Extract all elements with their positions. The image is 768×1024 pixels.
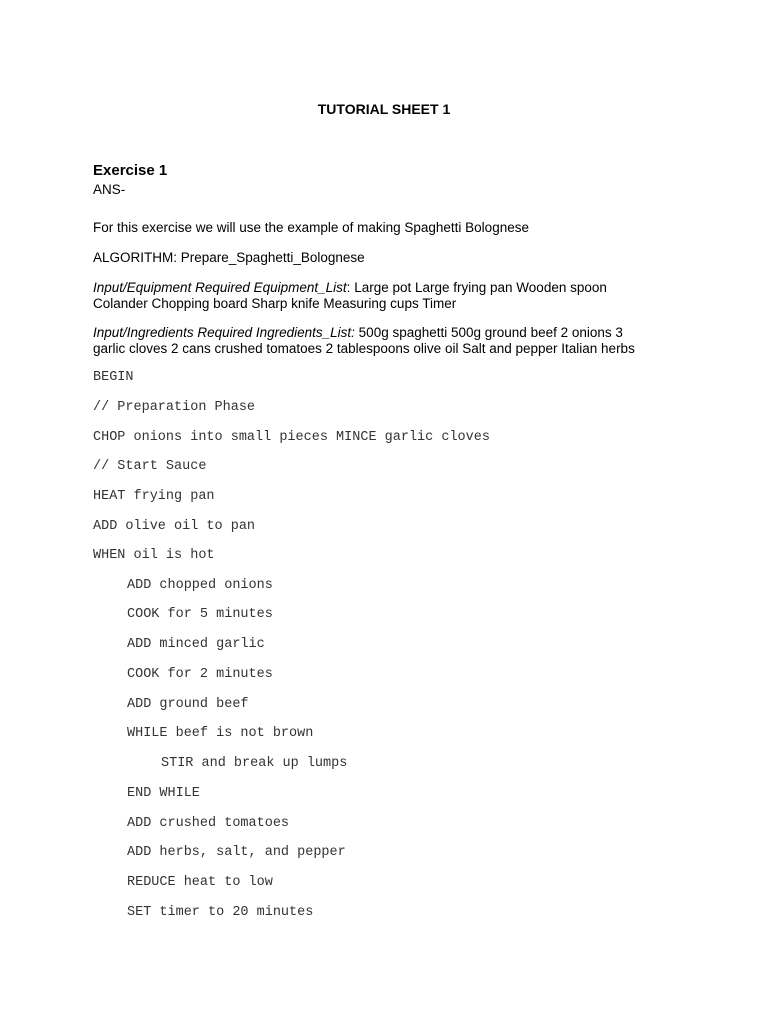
code-comment: // Preparation Phase [93, 400, 256, 415]
code-line: ADD chopped onions [127, 578, 273, 593]
code-line: CHOP onions into small pieces MINCE garlic cloves [93, 430, 490, 445]
equipment-label: Input/Equipment Required Equipment_List [93, 280, 347, 295]
ingredients-paragraph [93, 325, 683, 357]
code-line: ADD minced garlic [127, 637, 265, 652]
equipment-paragraph [93, 280, 683, 312]
code-line: SET timer to 20 minutes [127, 905, 314, 920]
code-line: WHEN oil is hot [93, 548, 215, 563]
code-line: WHILE beef is not brown [127, 726, 314, 741]
algorithm-name: ALGORITHM: Prepare_Spaghetti_Bolognese [93, 250, 365, 265]
equipment-items-1: Large pot Large frying pan Wooden spoon [350, 280, 607, 295]
code-line: END WHILE [127, 786, 200, 801]
code-line: HEAT frying pan [93, 489, 215, 504]
answer-label: ANS- [93, 182, 126, 197]
code-comment: // Start Sauce [93, 459, 207, 474]
code-line: BEGIN [93, 370, 134, 385]
code-line: ADD crushed tomatoes [127, 816, 290, 831]
ingredients-line-2: garlic cloves 2 cans crushed tomatoes 2 tablespoons olive oil Salt and pepper Italian herbs [93, 341, 635, 356]
intro-paragraph: For this exercise we will use the example of making Spaghetti Bolognese [93, 220, 529, 235]
code-line: STIR and break up lumps [161, 756, 348, 771]
code-line: REDUCE heat to low [127, 875, 273, 890]
code-line: COOK for 5 minutes [127, 607, 273, 622]
equipment-colon: : [346, 280, 351, 295]
equipment-line-1 [93, 280, 683, 296]
code-line: COOK for 2 minutes [127, 667, 273, 682]
ingredients-label: Input/Ingredients Required Ingredients_List: [93, 325, 355, 340]
ingredients-items-1: 500g spaghetti 500g ground beef 2 onions 3 [354, 325, 623, 340]
ingredients-line-1 [93, 325, 683, 341]
code-line: ADD herbs, salt, and pepper [127, 845, 346, 860]
code-line: ADD ground beef [127, 697, 249, 712]
exercise-heading: Exercise 1 [93, 162, 168, 179]
code-line: ADD olive oil to pan [93, 519, 256, 534]
equipment-line-2: Colander Chopping board Sharp knife Measuring cups Timer [93, 296, 457, 311]
page-title: TUTORIAL SHEET 1 [317, 101, 451, 117]
